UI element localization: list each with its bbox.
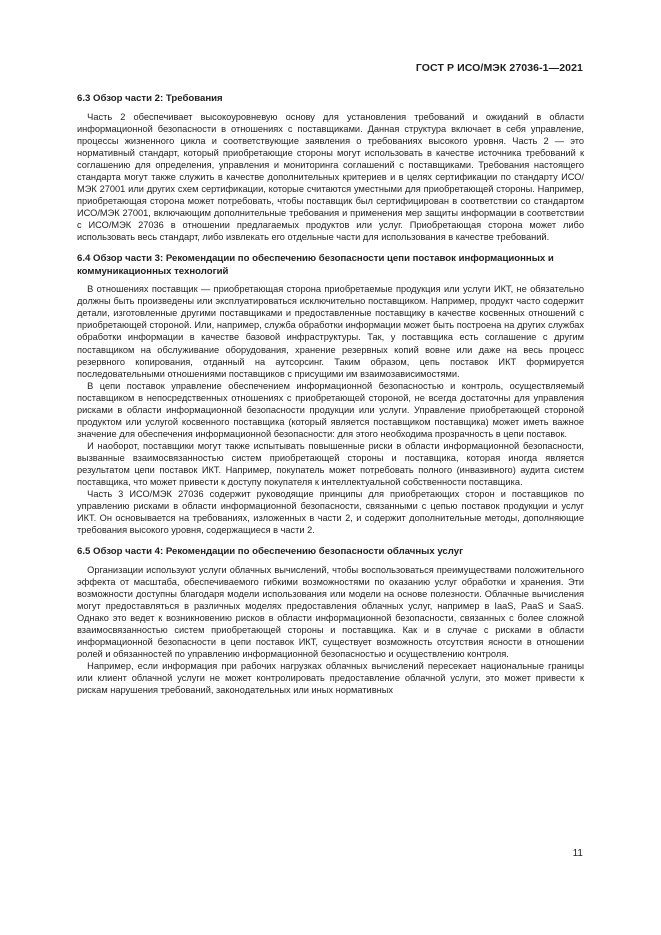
section-heading: 6.4 Обзор части 3: Рекомендации по обеспечению безопасности цепи поставок информационных и коммуникационных технологий bbox=[77, 253, 554, 277]
page-number: 11 bbox=[572, 848, 583, 859]
paragraph: В отношениях поставщик — приобретающая сторона приобретаемые продукция или услуги ИКТ, не обязательно должны быть произведены или эксплуатироваться исключительно поставщиком. Например, продукт часто содержит детали, изготовленные другими поставщиками и предоставленные поставщику в качестве косвенных отношений с приобретающей стороной. Или, например, служба обработки информации может быть построена на других службах обработки информации в качестве базовой инфраструктуры. Так, у поставщика есть соглашение с другим поставщиком на обслуживание оборудования, хранение резервных копий вовне или даже на весь процесс резервного копирования, отданный на аутсорсинг. Таким образом, цепь поставок ИКТ формируется последовательными отношениями поставщиков с присущими им взаимозависимостями. bbox=[77, 284, 584, 379]
page-content bbox=[77, 93, 584, 696]
section-6-5 bbox=[77, 546, 584, 696]
section-spacer bbox=[77, 243, 584, 253]
section-6-4 bbox=[77, 253, 584, 536]
paragraph: Например, если информация при рабочих нагрузках облачных вычислений пересекает национальные границы или клиент облачной услуги не может контролировать предоставление облачной услуги, это может привести к рискам нарушения требований, законодательных или иных нормативных bbox=[77, 661, 584, 696]
paragraph: И наоборот, поставщики могут также испытывать повышенные риски в области информационной безопасности, вызванные взаимосвязанностью систем приобретающей стороны и поставщика, которая иногда является результатом цепи поставок ИКТ. Например, покупатель может потребовать полного (инвазивного) аудита систем поставщика, что может привести к доступу покупателя к интеллектуальной собственности поставщика. bbox=[77, 440, 584, 488]
paragraph: Часть 2 обеспечивает высокоуровневую основу для установления требований и ожиданий в области информационной безопасности в отношениях с поставщиками. Данная структура включает в себя управление, процессы жизненного цикла и соответствующие заявления о требованиях высокого уровня. Часть 2 — это нормативный стандарт, который приобретающие стороны могут использовать в качестве источника требований к соглашению для определения, управления и мониторинга соглашений с поставщиками. Требования настоящего стандарта могут также служить в качестве дополнительных критериев и в целях сертификации по стандарту ИСО/МЭК 27001 или других схем сертификации, которые считаются уместными для приобретающей стороны. Например, приобретающая сторона может потребовать, чтобы поставщик был сертифицирован в соответствии со стандартом ИСО/МЭК 27001, включающим дополнительные требования и применения мер защиты информации в соответствии с ИСО/МЭК 27036 в отношении предлагаемых продуктов или услуг. Приобретающая сторона может либо использовать весь стандарт, либо извлекать его отдельные части для использования в качестве требований. bbox=[77, 111, 584, 243]
paragraph: Организации используют услуги облачных вычислений, чтобы воспользоваться преимуществами положительного эффекта от масштаба, обеспечиваемого гибкими возможностями по оказанию услуг обработки и хранения. Эти возможности доступны благодаря модели использования или модели на основе полезности. Облачные вычисления могут предоставляться в различных моделях предоставления облачных услуг, например в IaaS, PaaS и SaaS. Однако это ведет к возникновению рисков в области информационной безопасности, связанных с более сложной взаимосвязанностью систем приобретающей стороны и поставщика. Как и в случае с рисками в области информационной безопасности в цепи поставок ИКТ, существует возможность отсутствия ясности в отношении ролей и обязанностей по управлению информационной безопасностью и осуществлению контроля. bbox=[77, 564, 584, 660]
section-heading: 6.5 Обзор части 4: Рекомендации по обеспечению безопасности облачных услуг bbox=[77, 546, 464, 558]
paragraph: Часть 3 ИСО/МЭК 27036 содержит руководящие принципы для приобретающих сторон и поставщиков по управлению рисками в области информационной безопасности, связанными с цепью поставок продукции и услуг ИКТ. Он основывается на требованиях, изложенных в части 2, и содержит дополнительные методы, дополняющие требования высокого уровня, содержащиеся в части 2. bbox=[77, 489, 584, 536]
document-standard-id: ГОСТ Р ИСО/МЭК 27036-1—2021 bbox=[415, 62, 583, 74]
section-spacer bbox=[77, 536, 584, 546]
section-heading: 6.3 Обзор части 2: Требования bbox=[77, 93, 223, 104]
paragraph: В цепи поставок управление обеспечением информационной безопасностью и контроль, осуществляемый поставщиком в непосредственных отношениях с приобретающей стороной, не всегда достаточны для управления рисками в области информационной безопасности продукции или услуги. Управление приобретающей стороной продуктом или услугой косвенного поставщика (который является поставщиком поставщика) может иметь важное значение для обеспечения информационной безопасности: для этого необходима прозрачность в цепи поставок. bbox=[77, 380, 584, 439]
section-6-3 bbox=[77, 93, 584, 243]
